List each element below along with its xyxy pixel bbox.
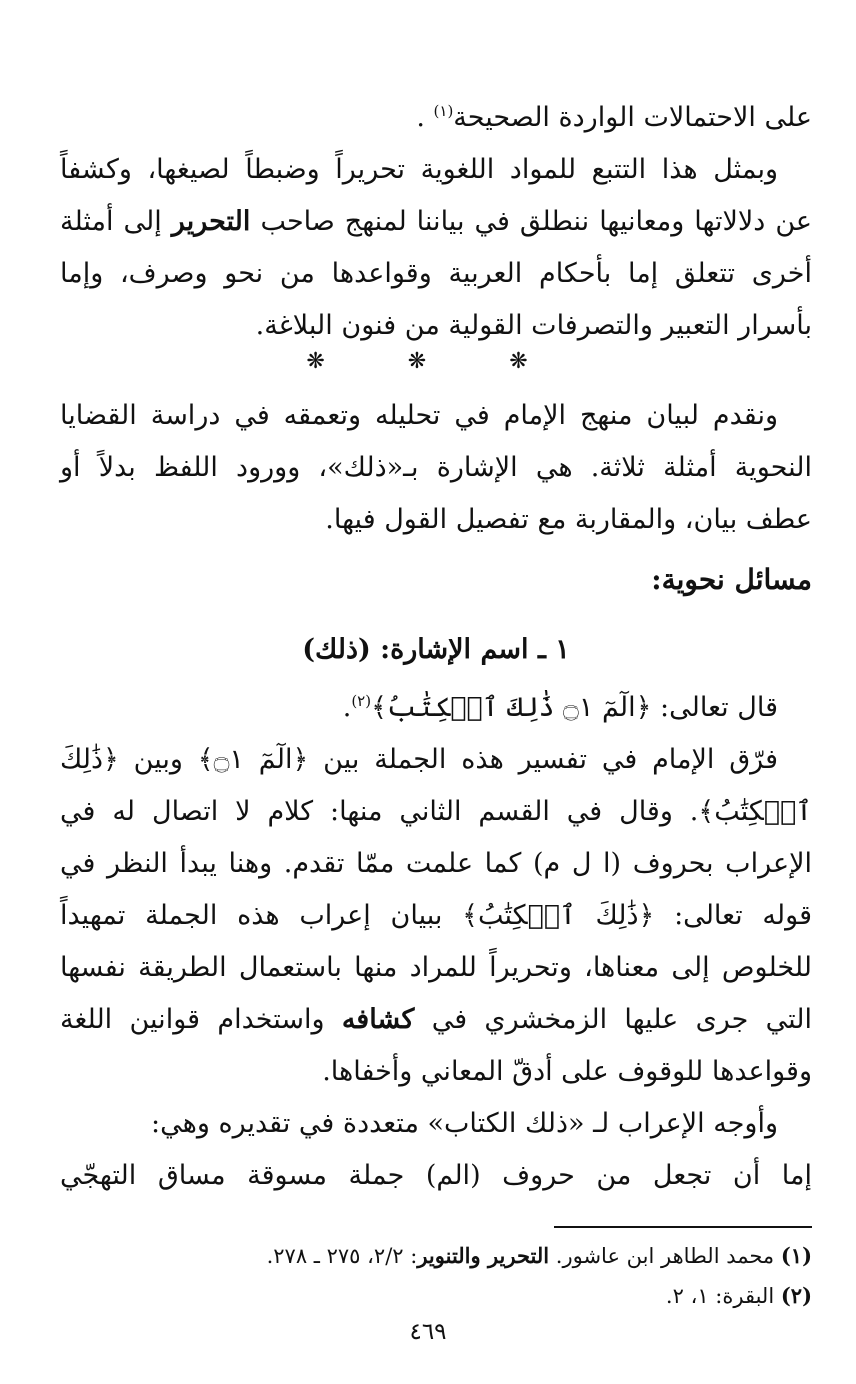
paragraph-line: بأسرار التعبير والتصرفات القولية من فنون البلاغة.	[255, 310, 812, 341]
paragraph-line: النحوية أمثلة ثلاثة. هي الإشارة بـ«ذلك»، وورود اللفظ بدلاً أو	[60, 452, 812, 483]
footnote-number: (١)	[780, 1243, 812, 1268]
paragraph-line	[60, 994, 812, 1046]
page-number: ٤٦٩	[409, 1319, 447, 1345]
paragraph-line: ونقدم لبيان منهج الإمام في تحليله وتعمقه في دراسة القضايا	[60, 400, 778, 431]
text-run: على الاحتمالات الواردة الصحيحة	[453, 102, 812, 133]
paragraph-line: إما أن تجعل من حروف (الم) جملة مسوقة مساق التهجّي	[60, 1160, 812, 1191]
paragraph-line: أخرى تتعلق إما بأحكام العربية وقواعدها من نحو وصرف، وإما	[60, 258, 812, 289]
text-run: إلى أمثلة	[60, 206, 172, 237]
footnote-number: (٢)	[780, 1283, 812, 1308]
paragraph-line: وبمثل هذا التتبع للمواد اللغوية تحريراً وضبطاً لصيغها، وكشفاً	[60, 154, 778, 185]
footnote-divider	[554, 1226, 812, 1228]
paragraph-line: وقواعدها للوقوف على أدقّ المعاني وأخفاها.	[322, 1056, 812, 1087]
book-title: التحرير	[171, 206, 251, 237]
text-run: التي جرى عليها الزمخشري في	[414, 1004, 812, 1035]
paragraph-line	[60, 682, 812, 734]
quran-verse: قال تعالى: ﴿الٓمٓ ۝١ ذَٰلِكَ ٱلۡكِتَٰبُ﴾	[371, 692, 778, 723]
paragraph-line: وأوجه الإعراب لـ «ذلك الكتاب» متعددة في تقديره وهي:	[150, 1108, 778, 1139]
text-run: محمد الطاهر ابن عاشور.	[549, 1244, 781, 1268]
section-heading: مسائل نحوية:	[651, 563, 812, 596]
text-run: .	[416, 102, 434, 133]
paragraph-line: قوله تعالى: ﴿ذَٰلِكَ ٱلۡكِتَٰبُ﴾ ببيان إعراب هذه الجملة تمهيداً	[60, 900, 812, 931]
paragraph-line: الإعراب بحروف (ا ل م) كما علمت ممّا تقدم. وهنا يبدأ النظر في	[60, 848, 812, 879]
footnote	[666, 1276, 812, 1316]
book-title: كشافه	[341, 1004, 415, 1035]
book-title: التحرير والتنوير	[417, 1243, 550, 1268]
paragraph-line: عطف بيان، والمقاربة مع تفصيل القول فيها.	[325, 504, 812, 535]
text-run: عن دلالاتها ومعانيها ننطلق في بياننا لمنهج صاحب	[250, 206, 812, 237]
footnote	[267, 1236, 812, 1276]
text-run: البقرة: ١، ٢.	[665, 1284, 781, 1308]
text-run: واستخدام قوانين اللغة	[60, 1004, 342, 1035]
footnote-ref[interactable]: (١)	[433, 102, 454, 120]
text-run: : ٢/٢، ٢٧٥ ـ ٢٧٨.	[266, 1244, 418, 1268]
subsection-heading: ١ ـ اسم الإشارة: (ذلك)	[302, 634, 570, 665]
footnote-ref[interactable]: (٢)	[351, 692, 372, 710]
text-run: .	[342, 692, 352, 723]
section-separator: ❋ ❋ ❋	[306, 349, 566, 374]
paragraph-line	[60, 92, 812, 144]
paragraph-line: للخلوص إلى معناها، وتحريراً للمراد منها باستعمال الطريقة نفسها	[60, 952, 812, 983]
paragraph-line: ٱلۡكِتَٰبُ﴾. وقال في القسم الثاني منها: كلام لا اتصال له في	[60, 796, 812, 827]
paragraph-line: فرّق الإمام في تفسير هذه الجملة بين ﴿الٓمٓ ۝١﴾ وبين ﴿ذَٰلِكَ	[60, 744, 778, 775]
paragraph-line	[60, 196, 812, 248]
